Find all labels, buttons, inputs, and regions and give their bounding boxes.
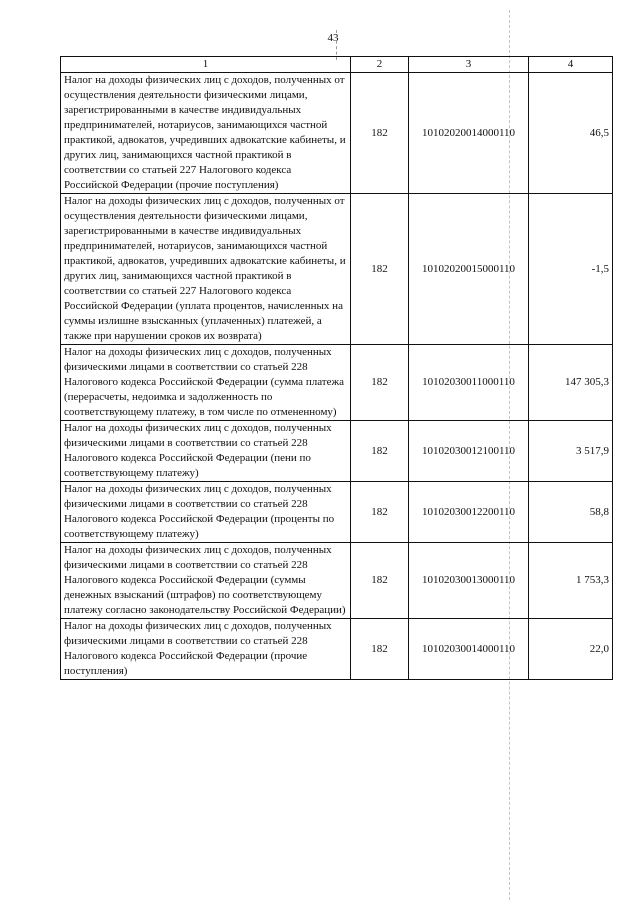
revenue-name-cell: Налог на доходы физических лиц с доходов, полученных физическими лицами в соответствии со статьей 228 Налогового кодекса Российской Федерации (сумма платежа (перерасчеты, недоимка и задолженность по соответствующему платежу, в том числе по отмененному) [61,345,351,421]
revenue-name-cell: Налог на доходы физических лиц с доходов, полученных физическими лицами в соответствии со статьей 228 Налогового кодекса Российской Федерации (пени по соответствующему платежу) [61,421,351,482]
column-header: 1 [61,57,351,73]
table-row [61,194,613,345]
table-row [61,421,613,482]
amount-cell: 58,8 [529,482,613,543]
table-header-row [61,57,613,73]
admin-code-cell: 182 [351,619,409,680]
admin-code-cell: 182 [351,543,409,619]
admin-code-cell: 182 [351,194,409,345]
classification-code-cell: 10102030011000110 [409,345,529,421]
admin-code-cell: 182 [351,482,409,543]
revenue-table [60,56,613,680]
amount-cell: 46,5 [529,73,613,194]
classification-code-cell: 10102030012100110 [409,421,529,482]
amount-cell: -1,5 [529,194,613,345]
classification-code-cell: 10102030012200110 [409,482,529,543]
table-row [61,482,613,543]
column-header: 4 [529,57,613,73]
admin-code-cell: 182 [351,345,409,421]
table-row [61,543,613,619]
admin-code-cell: 182 [351,73,409,194]
amount-cell: 1 753,3 [529,543,613,619]
revenue-name-cell: Налог на доходы физических лиц с доходов, полученных физическими лицами в соответствии со статьей 228 Налогового кодекса Российской Федерации (прочие поступления) [61,619,351,680]
amount-cell: 3 517,9 [529,421,613,482]
revenue-name-cell: Налог на доходы физических лиц с доходов, полученных от осуществления деятельности физическими лицами, зарегистрированными в качестве индивидуальных предпринимателей, нотариусов, занимающихся частной практикой, адвокатов, учредивших адвокатские кабинеты, и других лиц, занимающихся частной практикой в соответствии со статьей 227 Налогового кодекса Российской Федерации (уплата процентов, начисленных на суммы излишне взысканных (уплаченных) платежей, а также при нарушении сроков их возврата) [61,194,351,345]
table-row [61,345,613,421]
classification-code-cell: 10102030013000110 [409,543,529,619]
column-header: 3 [409,57,529,73]
amount-cell: 147 305,3 [529,345,613,421]
classification-code-cell: 10102030014000110 [409,619,529,680]
admin-code-cell: 182 [351,421,409,482]
classification-code-cell: 10102020015000110 [409,194,529,345]
revenue-name-cell: Налог на доходы физических лиц с доходов, полученных от осуществления деятельности физическими лицами, зарегистрированными в качестве индивидуальных предпринимателей, нотариусов, занимающихся частной практикой, адвокатов, учредивших адвокатские кабинеты, и других лиц, занимающихся частной практикой в соответствии со статьей 227 Налогового кодекса Российской Федерации (прочие поступления) [61,73,351,194]
table-row [61,619,613,680]
classification-code-cell: 10102020014000110 [409,73,529,194]
table-row [61,73,613,194]
revenue-name-cell: Налог на доходы физических лиц с доходов, полученных физическими лицами в соответствии со статьей 228 Налогового кодекса Российской Федерации (суммы денежных взысканий (штрафов) по соответствующему платежу согласно законодательству Российской Федерации) [61,543,351,619]
column-header: 2 [351,57,409,73]
amount-cell: 22,0 [529,619,613,680]
page-number: 43 [327,32,339,44]
revenue-name-cell: Налог на доходы физических лиц с доходов, полученных физическими лицами в соответствии со статьей 228 Налогового кодекса Российской Федерации (проценты по соответствующему платежу) [61,482,351,543]
